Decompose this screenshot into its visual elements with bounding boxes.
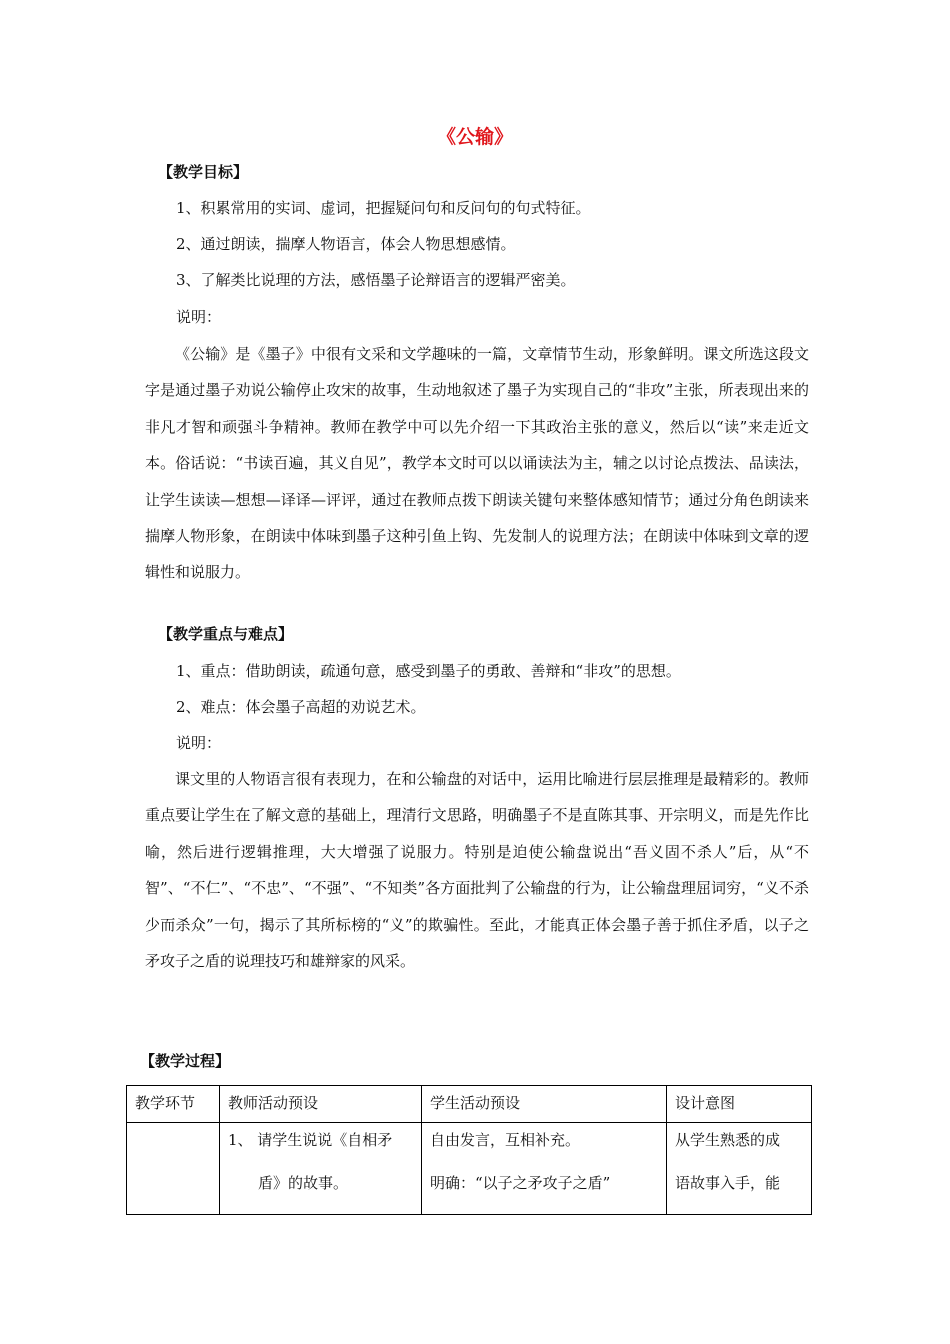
key-points-heading: 【教学重点与难点】: [158, 625, 294, 643]
key-points-note-text: 课文里的人物语言很有表现力，在和公输盘的对话中，运用比喻进行层层推理是最精彩的。教师重点要让学生在了解文意的基础上，理清行文思路，明确墨子不是直陈其事、开宗明义，而是先作比喻，然后进行逻辑推理，大大增强了说服力。特别是迫使公输盘说出“吾义固不杀人”后，从“不智”、“不仁”、“不忠”、“不强”、“不知类”各方面批判了公输盘的行为，让公输盘理屈词穷，“义不杀少而杀众”一句，揭示了其所标榜的“义”的欺骗性。至此，才能真正体会墨子善于抓住矛盾，以子之矛攻子之盾的说理技巧和雄辩家的风采。: [145, 770, 809, 971]
cell-student: [422, 1123, 667, 1215]
cell-intent-line-1: 从学生熟悉的成: [675, 1131, 781, 1149]
cell-teacher-line-1: 1、 请学生说说《自相矛: [228, 1131, 393, 1149]
objectives-heading: 【教学目标】: [158, 163, 249, 181]
key-point-item-2: 2、难点：体会墨子高超的劝说艺术。: [176, 698, 426, 716]
objectives-note-label: 说明：: [176, 308, 222, 326]
cell-teacher-line-2: 盾》的故事。: [258, 1174, 349, 1192]
process-heading: 【教学过程】: [140, 1052, 231, 1070]
cell-intent: [667, 1123, 812, 1215]
column-header-stage: 教学环节: [127, 1086, 220, 1123]
cell-student-line-1: 自由发言，互相补充。: [430, 1131, 581, 1149]
column-header-intent: 设计意图: [667, 1086, 812, 1123]
column-header-student: 学生活动预设: [422, 1086, 667, 1123]
cell-teacher: [220, 1123, 422, 1215]
cell-stage: [127, 1123, 220, 1215]
objective-item-1: 1、积累常用的实词、虚词，把握疑问句和反问句的句式特征。: [176, 199, 591, 217]
cell-student-line-2: 明确：“以子之矛攻子之盾”: [430, 1174, 611, 1192]
objective-item-3: 3、了解类比说理的方法，感悟墨子论辩语言的逻辑严密美。: [176, 271, 576, 289]
objectives-note-text: 《公输》是《墨子》中很有文采和文学趣味的一篇，文章情节生动，形象鲜明。课文所选这段文字是通过墨子劝说公输停止攻宋的故事，生动地叙述了墨子为实现自己的“非攻”主张，所表现出来的非凡才智和顽强斗争精神。教师在教学中可以先介绍一下其政治主张的意义，然后以“读”来走近文本。俗话说：“书读百遍，其义自见”，教学本文时可以以诵读法为主，辅之以讨论点拨法、品读法，让学生读读—想想—译译—评评，通过在教师点拨下朗读关键句来整体感知情节；通过分角色朗读来揣摩人物形象，在朗读中体味到墨子这种引鱼上钩、先发制人的说理方法；在朗读中体味到文章的逻辑性和说服力。: [145, 345, 809, 582]
document-title: 《公输》: [436, 126, 513, 148]
column-header-teacher: 教师活动预设: [220, 1086, 422, 1123]
objective-item-2: 2、通过朗读，揣摩人物语言，体会人物思想感情。: [176, 235, 516, 253]
cell-intent-line-2: 语故事入手，能: [675, 1174, 781, 1192]
process-table: [126, 1085, 812, 1215]
key-point-item-1: 1、重点：借助朗读，疏通句意，感受到墨子的勇敢、善辩和“非攻”的思想。: [176, 662, 681, 680]
key-points-note-label: 说明：: [176, 734, 222, 752]
table-header-row: [127, 1086, 812, 1123]
table-row: [127, 1123, 812, 1215]
